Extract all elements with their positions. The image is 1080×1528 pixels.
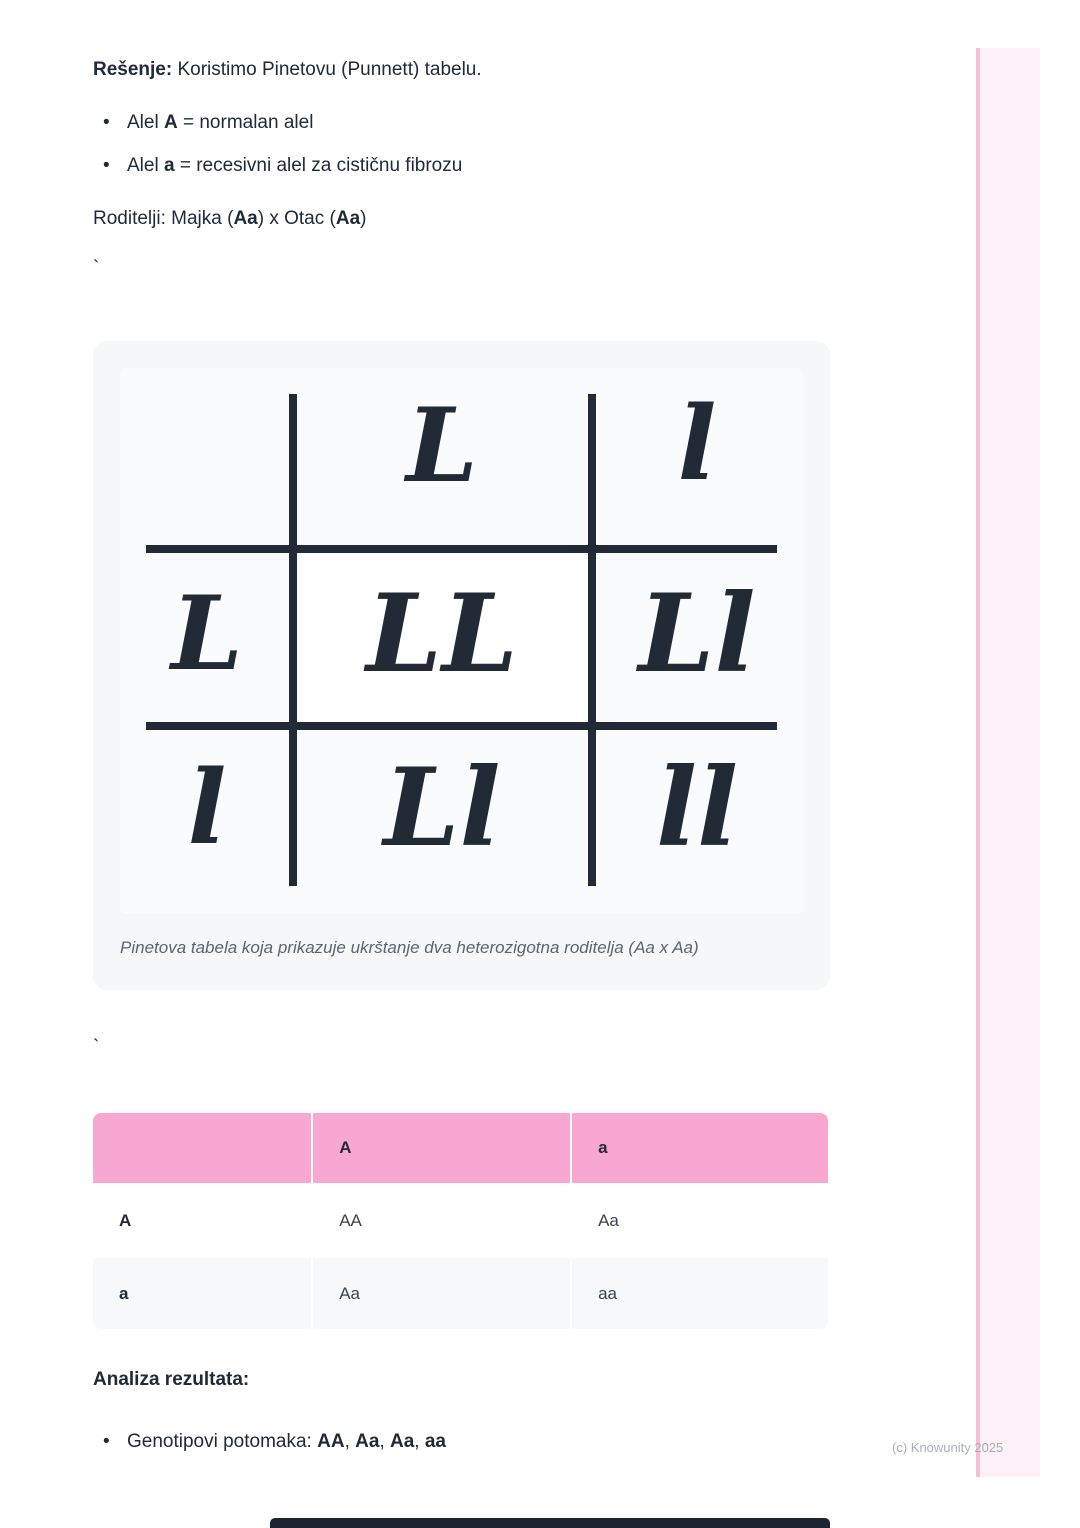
table-header-row: [93, 1113, 828, 1183]
list-item: [93, 1430, 830, 1454]
table-header-a: a: [572, 1113, 828, 1183]
genotypes-label: Genotipovi potomaka:: [127, 1431, 318, 1452]
list-item-text: = recesivni alel za cističnu fibrozu: [174, 155, 463, 176]
punnett-col-header: l: [677, 384, 717, 504]
punnett-grid-line: [588, 394, 596, 886]
allele-definitions-list: [93, 111, 830, 178]
punnett-cell: Ll: [638, 571, 756, 697]
table-row: [93, 1185, 828, 1256]
separator: ,: [414, 1431, 425, 1452]
genotype-value: aa: [424, 1431, 446, 1452]
punnett-figure-card: [93, 341, 830, 990]
analysis-heading: Analiza rezultata:: [93, 1369, 250, 1390]
punnett-grid-line: [289, 394, 297, 886]
punnett-grid-line: [146, 722, 777, 730]
separator: ,: [344, 1431, 356, 1452]
copyright-watermark: (c) Knowunity 2025: [892, 1440, 1004, 1455]
pink-stripe-line: [976, 48, 980, 1477]
list-item-text: Alel: [127, 112, 164, 133]
table-cell: Aa: [313, 1258, 570, 1329]
table-header-A: A: [313, 1113, 570, 1183]
genotype-value: Aa: [390, 1431, 415, 1452]
analysis-list: [93, 1430, 830, 1454]
document-content: [93, 0, 830, 1454]
stray-backtick: `: [93, 1037, 100, 1058]
genotype-value: AA: [317, 1431, 345, 1452]
parents-text: ): [360, 208, 367, 229]
punnett-col-header: L: [406, 386, 478, 506]
list-item-text: = normalan alel: [177, 112, 314, 133]
table-cell: AA: [313, 1185, 570, 1256]
table-cell: Aa: [572, 1185, 828, 1256]
allele-symbol: a: [163, 155, 175, 176]
mother-genotype: Aa: [233, 208, 258, 229]
solution-text: Koristimo Pinetovu (Punnett) tabelu.: [172, 59, 482, 80]
separator: ,: [379, 1431, 390, 1452]
home-indicator-bar: [270, 1518, 830, 1528]
parents-text: ) x Otac (: [257, 208, 336, 229]
punnett-row-header: l: [187, 748, 227, 868]
punnett-cell: ll: [655, 745, 739, 871]
bullet-icon: •: [103, 155, 110, 176]
punnett-square-image: [120, 368, 803, 914]
allele-symbol: A: [163, 112, 178, 133]
punnett-row-header: L: [171, 574, 243, 694]
stray-backtick: `: [93, 258, 100, 279]
bullet-icon: •: [103, 1431, 110, 1452]
row-label: A: [93, 1185, 311, 1256]
table-header-empty: [93, 1113, 311, 1183]
table-cell: aa: [572, 1258, 828, 1329]
solution-label: Rešenje:: [93, 59, 173, 80]
bullet-icon: •: [103, 112, 110, 133]
row-label: a: [93, 1258, 311, 1329]
punnett-grid-line: [146, 545, 777, 553]
father-genotype: Aa: [335, 208, 361, 229]
parents-text: Roditelji: Majka (: [93, 208, 234, 229]
list-item-text: Alel: [127, 155, 164, 176]
punnett-cell: LL: [366, 571, 518, 697]
list-item: [93, 154, 830, 178]
punnett-data-table: [91, 1111, 830, 1331]
solution-line: [93, 58, 830, 82]
figure-caption: Pinetova tabela koja prikazuje ukrštanje dva heterozigotna roditelja (Aa x Aa): [120, 938, 699, 957]
list-item: [93, 111, 830, 135]
genotype-value: Aa: [355, 1431, 380, 1452]
table-row: [93, 1258, 828, 1329]
punnett-cell: Ll: [383, 745, 501, 871]
pink-highlight-stripe: [976, 48, 1040, 1477]
parents-line: [93, 207, 830, 231]
